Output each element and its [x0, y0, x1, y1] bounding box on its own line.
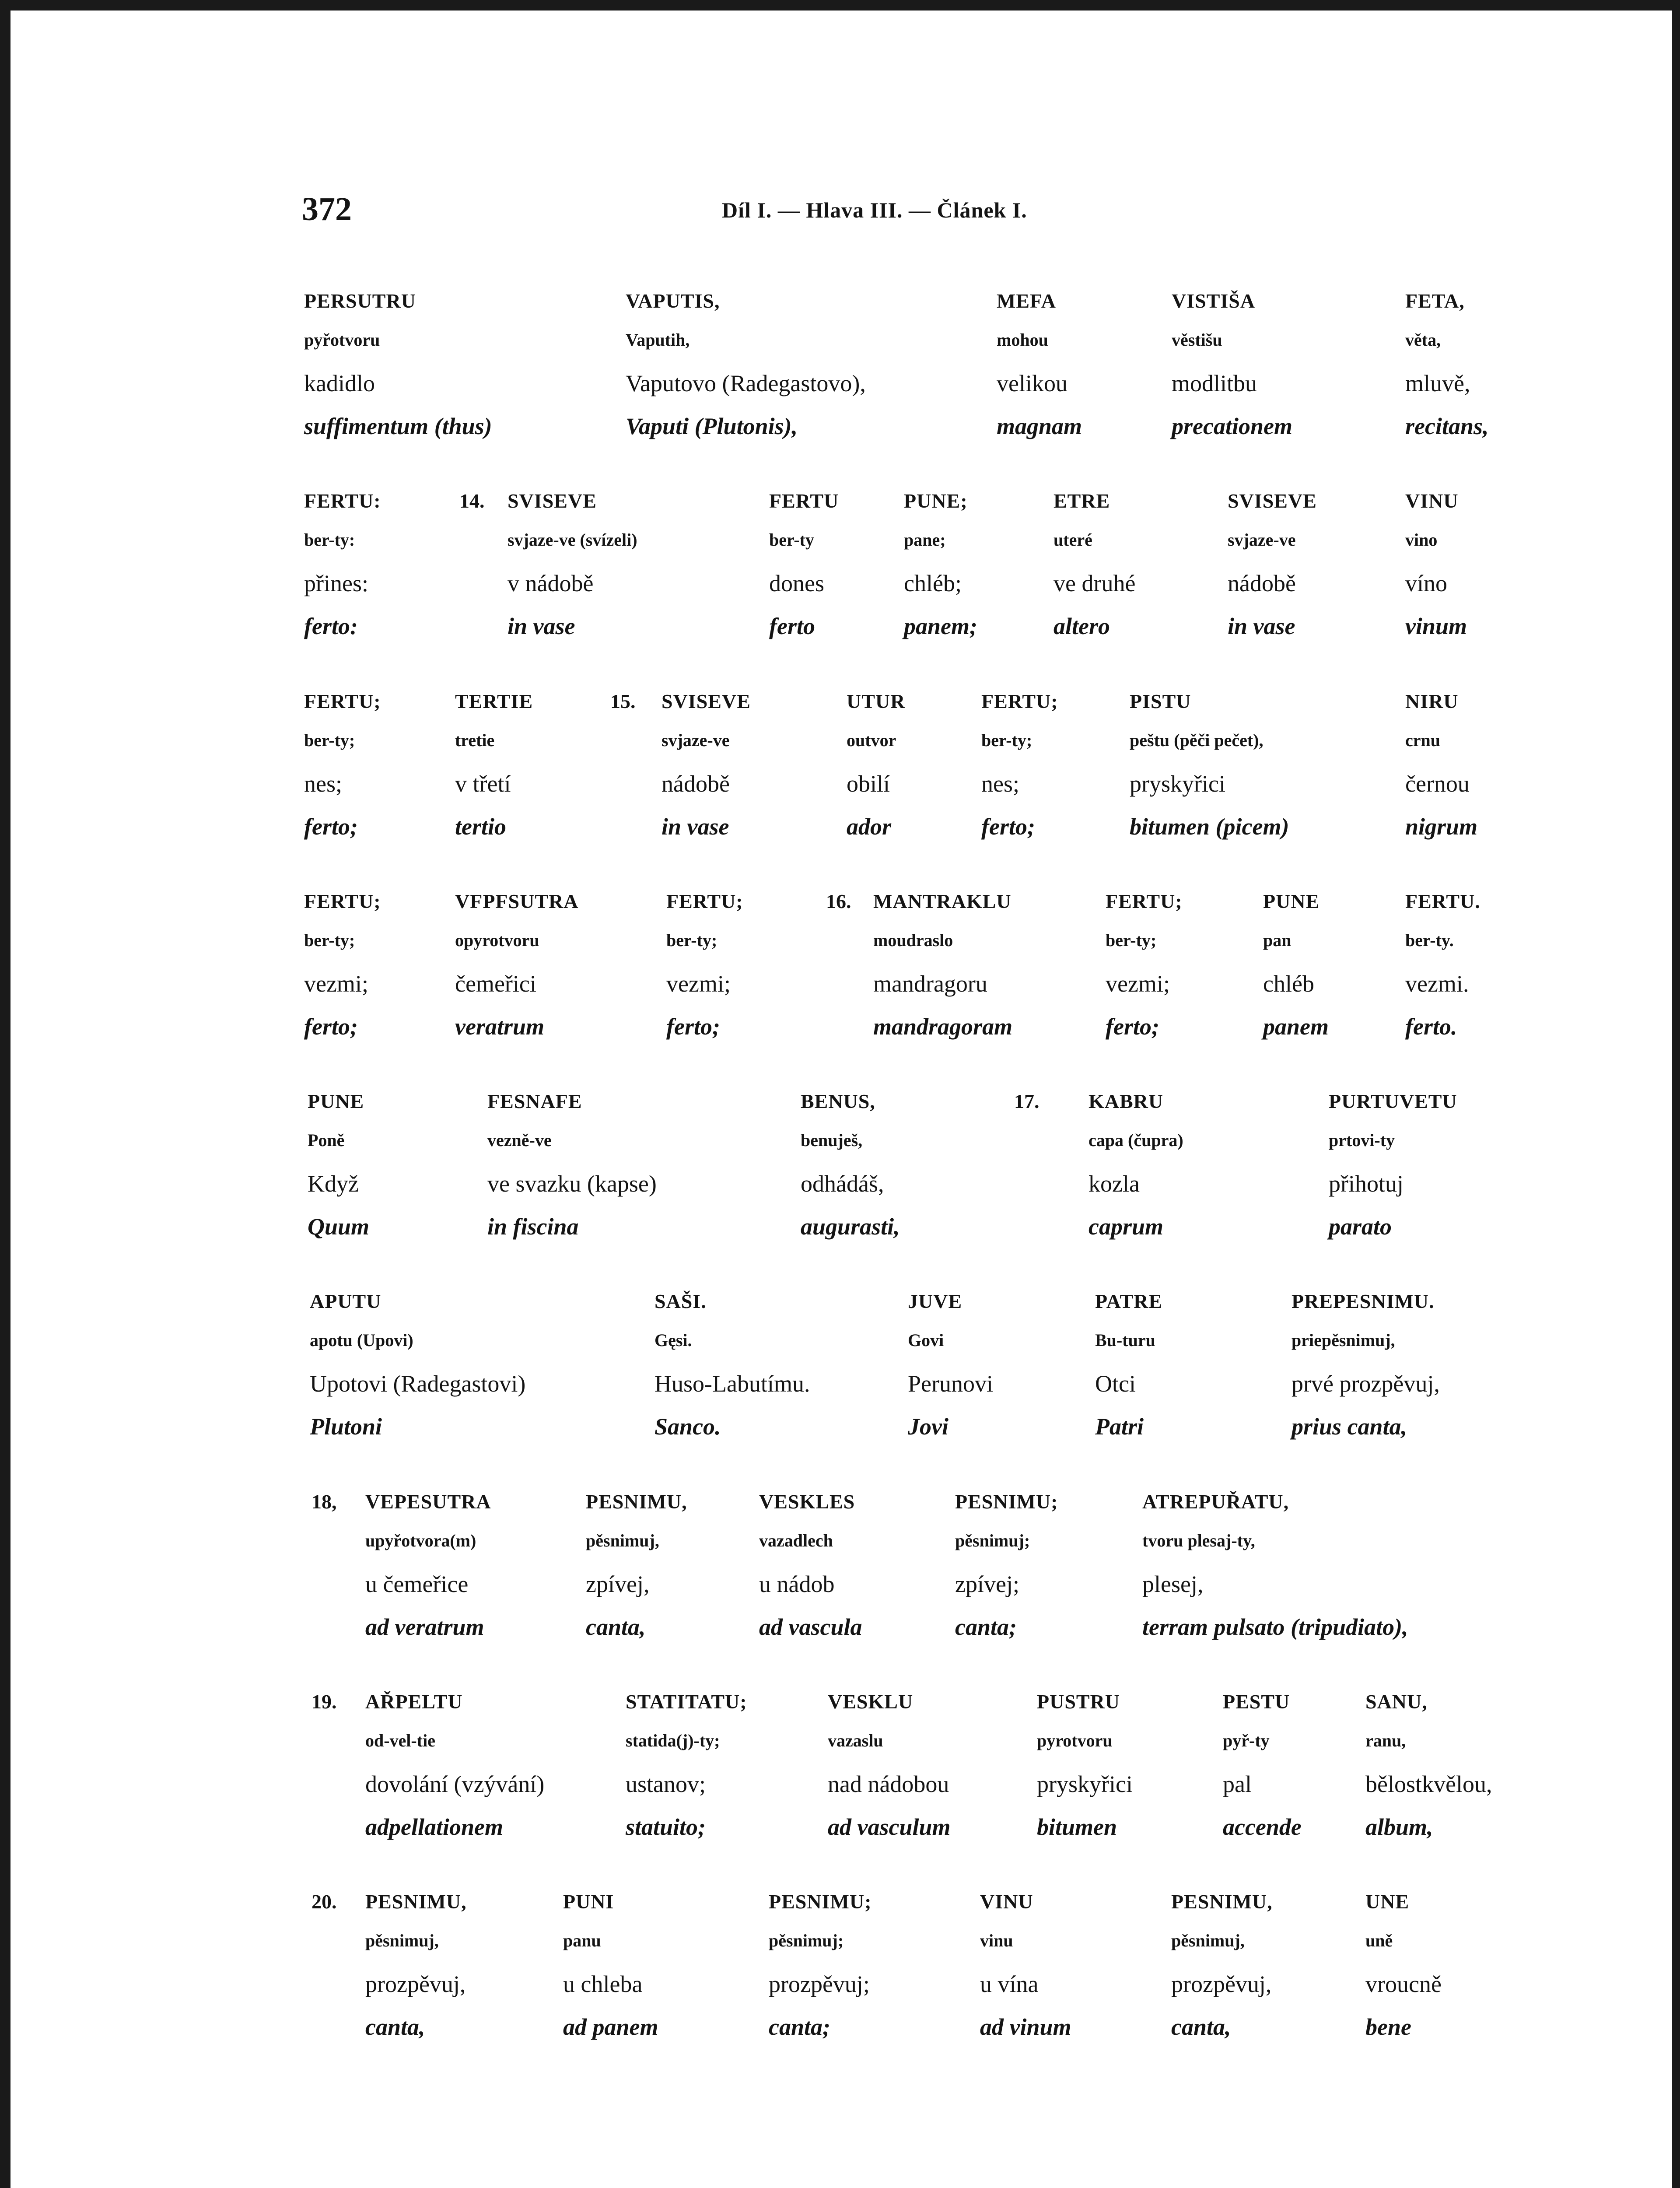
latin-gloss: ad veratrum — [365, 1614, 484, 1640]
latin-gloss: canta; — [955, 1614, 1017, 1640]
running-title: Díl I. — Hlava III. — Článek I. — [722, 198, 1027, 222]
umbrian-word: FERTU; — [666, 890, 743, 912]
umbrian-word: MEFA — [997, 290, 1057, 312]
umbrian-word: ETRE — [1054, 490, 1110, 512]
slavic-reading: ber-ty; — [1106, 930, 1157, 950]
czech-translation: černou — [1405, 771, 1470, 797]
slavic-reading: pěsnimuj; — [769, 1931, 844, 1950]
slavic-reading: ber-ty; — [666, 930, 718, 950]
scan-border-top — [0, 0, 1680, 11]
slavic-reading: ber-ty: — [304, 530, 355, 550]
latin-gloss: canta, — [365, 2014, 425, 2040]
czech-translation: odhádáš, — [801, 1171, 884, 1197]
slavic-reading: svjaze-ve (svízeli) — [508, 530, 637, 550]
umbrian-word: PESNIMU, — [586, 1490, 687, 1513]
latin-gloss: bitumen (picem) — [1130, 813, 1289, 840]
czech-translation: ve svazku (kapse) — [487, 1171, 657, 1197]
slavic-reading: crnu — [1405, 730, 1440, 750]
latin-gloss: canta, — [586, 1614, 646, 1640]
czech-translation: chléb; — [904, 570, 962, 596]
umbrian-word: APUTU — [310, 1290, 382, 1312]
latin-gloss: ad vinum — [980, 2014, 1071, 2040]
czech-translation: přines: — [304, 570, 368, 596]
slavic-reading: upyřotvora(m) — [365, 1531, 476, 1550]
slavic-reading: pan — [1263, 930, 1292, 950]
umbrian-word: FERTU — [769, 490, 839, 512]
latin-gloss: ferto; — [304, 813, 358, 840]
umbrian-word: SVISEVE — [1228, 490, 1317, 512]
page-number: 372 — [302, 191, 352, 228]
umbrian-word: PISTU — [1130, 690, 1191, 712]
umbrian-word: PERSUTRU — [304, 290, 416, 312]
slavic-reading: vino — [1405, 530, 1438, 550]
verse-number: 20. — [312, 1890, 337, 1913]
slavic-reading: ber-ty — [769, 530, 814, 550]
czech-translation: nádobě — [1228, 570, 1296, 596]
czech-translation: chléb — [1263, 971, 1314, 997]
slavic-reading: pyřotvoru — [304, 330, 380, 350]
czech-translation: vezmi; — [304, 971, 368, 997]
word-entry — [1405, 491, 1680, 638]
czech-translation: prozpěvuj; — [769, 1971, 870, 1997]
slavic-reading: tvoru plesaj-ty, — [1142, 1531, 1255, 1550]
slavic-reading: Govi — [908, 1330, 944, 1350]
latin-gloss: terram pulsato (tripudiato), — [1142, 1614, 1408, 1640]
word-entry — [1405, 891, 1680, 1038]
czech-translation: přihotuj — [1329, 1171, 1404, 1197]
umbrian-word: KABRU — [1088, 1090, 1164, 1112]
umbrian-word: PREPESNIMU. — [1292, 1290, 1435, 1312]
slavic-reading: svjaze-ve — [1228, 530, 1296, 550]
slavic-reading: pěsnimuj, — [586, 1531, 659, 1550]
latin-gloss: altero — [1054, 613, 1110, 639]
slavic-reading: Poně — [308, 1130, 345, 1150]
latin-gloss: canta; — [769, 2014, 830, 2040]
latin-gloss: panem; — [904, 613, 977, 639]
czech-translation: pryskyřici — [1130, 771, 1225, 797]
czech-translation: nes; — [304, 771, 342, 797]
slavic-reading: pěsnimuj; — [955, 1531, 1030, 1550]
latin-gloss: vinum — [1405, 613, 1467, 639]
latin-gloss: in vase — [662, 813, 729, 840]
latin-gloss: ferto; — [981, 813, 1035, 840]
czech-translation: obilí — [847, 771, 890, 797]
czech-translation: vezmi. — [1405, 971, 1469, 997]
czech-translation: vezmi; — [666, 971, 731, 997]
latin-gloss: ferto. — [1405, 1013, 1457, 1040]
umbrian-word: FERTU: — [304, 490, 381, 512]
czech-translation: čemeřici — [455, 971, 536, 997]
umbrian-word: PUNE; — [904, 490, 968, 512]
umbrian-word: PESNIMU, — [1171, 1890, 1273, 1913]
latin-gloss: parato — [1329, 1213, 1392, 1240]
slavic-reading: prtovi-ty — [1329, 1130, 1395, 1150]
word-entry — [1329, 1091, 1680, 1238]
latin-gloss: bene — [1365, 2014, 1411, 2040]
slavic-reading: uně — [1365, 1931, 1393, 1950]
slavic-reading: vezně-ve — [487, 1130, 552, 1150]
umbrian-word: VINU — [1405, 490, 1459, 512]
umbrian-word: NIRU — [1405, 690, 1459, 712]
word-entry — [1365, 1892, 1680, 2039]
slavic-reading: pane; — [904, 530, 946, 550]
slavic-reading: pěsnimuj, — [365, 1931, 439, 1950]
umbrian-word: AŘPELTU — [365, 1690, 463, 1713]
czech-translation: u čemeřice — [365, 1571, 469, 1597]
czech-translation: nad nádobou — [828, 1771, 949, 1797]
latin-gloss: augurasti, — [801, 1213, 900, 1240]
latin-gloss: caprum — [1088, 1213, 1164, 1240]
umbrian-word: SVISEVE — [662, 690, 751, 712]
czech-translation: vroucně — [1365, 1971, 1442, 1997]
umbrian-word: ATREPUŘATU, — [1142, 1490, 1289, 1513]
latin-gloss: ferto: — [304, 613, 358, 639]
umbrian-word: PESNIMU, — [365, 1890, 467, 1913]
slavic-reading: uteré — [1054, 530, 1092, 550]
czech-translation: Otci — [1095, 1371, 1136, 1397]
umbrian-word: VINU — [980, 1890, 1033, 1913]
umbrian-word: VAPUTIS, — [626, 290, 720, 312]
latin-gloss: nigrum — [1405, 813, 1478, 840]
slavic-reading: ber-ty; — [981, 730, 1032, 750]
slavic-reading: svjaze-ve — [662, 730, 730, 750]
latin-gloss: ad vascula — [759, 1614, 862, 1640]
umbrian-word: FESNAFE — [487, 1090, 582, 1112]
latin-gloss: canta, — [1171, 2014, 1231, 2040]
latin-gloss: Vaputi (Plutonis), — [626, 413, 798, 439]
slavic-reading: vazadlech — [759, 1531, 833, 1550]
verse-number: 16. — [826, 890, 851, 912]
czech-translation: prvé prozpěvuj, — [1292, 1371, 1440, 1397]
slavic-reading: Gęsi. — [654, 1330, 692, 1350]
word-entry — [1405, 691, 1680, 838]
umbrian-word: TERTIE — [455, 690, 533, 712]
latin-gloss: album, — [1365, 1814, 1433, 1840]
umbrian-word: SVISEVE — [508, 490, 597, 512]
latin-gloss: ferto; — [1106, 1013, 1159, 1040]
word-entry — [1405, 291, 1680, 438]
latin-gloss: ferto; — [666, 1013, 720, 1040]
latin-gloss: magnam — [997, 413, 1082, 439]
umbrian-word: PUNI — [563, 1890, 614, 1913]
slavic-reading: ranu, — [1365, 1731, 1406, 1750]
umbrian-word: PESNIMU; — [769, 1890, 872, 1913]
latin-gloss: suffimentum (thus) — [304, 413, 492, 439]
verse-number: 15. — [610, 690, 636, 712]
slavic-reading: věta, — [1405, 330, 1441, 350]
word-entry — [1365, 1692, 1680, 1839]
umbrian-word: VISTIŠA — [1172, 290, 1256, 312]
latin-gloss: veratrum — [455, 1013, 545, 1040]
czech-translation: dovolání (vzývání) — [365, 1771, 545, 1797]
slavic-reading: Bu-turu — [1095, 1330, 1155, 1350]
latin-gloss: Plutoni — [310, 1413, 382, 1440]
slavic-reading: pyrotvoru — [1037, 1731, 1113, 1750]
czech-translation: prozpěvuj, — [365, 1971, 466, 1997]
slavic-reading: benuješ, — [801, 1130, 863, 1150]
umbrian-word: SANU, — [1365, 1690, 1428, 1713]
slavic-reading: pyř-ty — [1223, 1731, 1270, 1750]
slavic-reading: moudraslo — [873, 930, 953, 950]
czech-translation: pal — [1223, 1771, 1252, 1797]
latin-gloss: ferto — [769, 613, 815, 639]
slavic-reading: Vaputih, — [626, 330, 690, 350]
latin-gloss: adpellationem — [365, 1814, 503, 1840]
latin-gloss: mandragoram — [873, 1013, 1013, 1040]
latin-gloss: in vase — [1228, 613, 1295, 639]
umbrian-word: PESTU — [1223, 1690, 1290, 1713]
word-entry — [1292, 1291, 1680, 1438]
umbrian-word: VFPFSUTRA — [455, 890, 579, 912]
slavic-reading: ber-ty. — [1405, 930, 1454, 950]
czech-translation: zpívej, — [586, 1571, 650, 1597]
czech-translation: ve druhé — [1054, 570, 1136, 596]
czech-translation: prozpěvuj, — [1171, 1971, 1272, 1997]
umbrian-word: UNE — [1365, 1890, 1410, 1913]
czech-translation: u chleba — [563, 1971, 643, 1997]
umbrian-word: UTUR — [847, 690, 906, 712]
slavic-reading: peštu (pěči pečet), — [1130, 730, 1264, 750]
czech-translation: v nádobě — [508, 570, 594, 596]
umbrian-word: FERTU; — [1106, 890, 1183, 912]
czech-translation: modlitbu — [1172, 370, 1257, 396]
latin-gloss: panem — [1263, 1013, 1329, 1040]
czech-translation: vezmi; — [1106, 971, 1170, 997]
umbrian-word: BENUS, — [801, 1090, 875, 1112]
latin-gloss: in fiscina — [487, 1213, 579, 1240]
czech-translation: Perunovi — [908, 1371, 993, 1397]
czech-translation: víno — [1405, 570, 1448, 596]
slavic-reading: mohou — [997, 330, 1048, 350]
slavic-reading: ber-ty; — [304, 930, 355, 950]
umbrian-word: STATITATU; — [626, 1690, 747, 1713]
umbrian-word: PURTUVETU — [1329, 1090, 1457, 1112]
word-entry — [626, 291, 1028, 438]
latin-gloss: tertio — [455, 813, 506, 840]
slavic-reading: vinu — [980, 1931, 1013, 1950]
latin-gloss: ador — [847, 813, 892, 840]
latin-gloss: ad vasculum — [828, 1814, 951, 1840]
umbrian-word: VESKLES — [759, 1490, 855, 1513]
czech-translation: v třetí — [455, 771, 511, 797]
latin-gloss: Patri — [1095, 1413, 1144, 1440]
slavic-reading: ber-ty; — [304, 730, 355, 750]
czech-translation: pryskyřici — [1037, 1771, 1133, 1797]
slavic-reading: outvor — [847, 730, 896, 750]
czech-translation: velikou — [997, 370, 1068, 396]
slavic-reading: od-vel-tie — [365, 1731, 435, 1750]
umbrian-word: FERTU. — [1405, 890, 1480, 912]
czech-translation: dones — [769, 570, 824, 596]
latin-gloss: Jovi — [908, 1413, 948, 1440]
czech-translation: u nádob — [759, 1571, 835, 1597]
umbrian-word: SAŠI. — [654, 1290, 707, 1312]
verse-number: 18, — [312, 1490, 337, 1513]
umbrian-word: FETA, — [1405, 290, 1465, 312]
umbrian-word: FERTU; — [981, 690, 1058, 712]
slavic-reading: vazaslu — [828, 1731, 883, 1750]
slavic-reading: tretie — [455, 730, 495, 750]
czech-translation: ustanov; — [626, 1771, 706, 1797]
latin-gloss: recitans, — [1405, 413, 1489, 439]
czech-translation: Vaputovo (Radegastovo), — [626, 370, 866, 396]
czech-translation: bělostkvělou, — [1365, 1771, 1492, 1797]
latin-gloss: statuito; — [626, 1814, 706, 1840]
verse-number: 14. — [459, 490, 485, 512]
czech-translation: mandragoru — [873, 971, 987, 997]
latin-gloss: prius canta, — [1292, 1413, 1407, 1440]
scan-border-left — [0, 0, 10, 2188]
umbrian-word: PUNE — [308, 1090, 364, 1112]
czech-translation: mluvě, — [1405, 370, 1470, 396]
czech-translation: zpívej; — [955, 1571, 1019, 1597]
latin-gloss: accende — [1223, 1814, 1302, 1840]
slavic-reading: apotu (Upovi) — [310, 1330, 413, 1350]
czech-translation: nádobě — [662, 771, 730, 797]
latin-gloss: precationem — [1172, 413, 1292, 439]
slavic-reading: panu — [563, 1931, 601, 1950]
umbrian-word: VEPESUTRA — [365, 1490, 491, 1513]
latin-gloss: bitumen — [1037, 1814, 1117, 1840]
umbrian-word: FERTU; — [304, 890, 381, 912]
slavic-reading: věstišu — [1172, 330, 1222, 350]
latin-gloss: ferto; — [304, 1013, 358, 1040]
umbrian-word: MANTRAKLU — [873, 890, 1012, 912]
slavic-reading: opyrotvoru — [455, 930, 539, 950]
umbrian-word: FERTU; — [304, 690, 381, 712]
latin-gloss: Quum — [308, 1213, 370, 1240]
umbrian-word: PESNIMU; — [955, 1490, 1058, 1513]
czech-translation: u vína — [980, 1971, 1039, 1997]
umbrian-word: VESKLU — [828, 1690, 914, 1713]
umbrian-word: PATRE — [1095, 1290, 1163, 1312]
czech-translation: plesej, — [1142, 1571, 1204, 1597]
czech-translation: Upotovi (Radegastovi) — [310, 1371, 526, 1397]
czech-translation: nes; — [981, 771, 1019, 797]
umbrian-word: JUVE — [908, 1290, 962, 1312]
word-entry — [1142, 1492, 1545, 1639]
czech-translation: kozla — [1088, 1171, 1140, 1197]
slavic-reading: priepěsnimuj, — [1292, 1330, 1395, 1350]
slavic-reading: capa (čupra) — [1088, 1130, 1183, 1150]
umbrian-word: PUSTRU — [1037, 1690, 1120, 1713]
umbrian-word: PUNE — [1263, 890, 1320, 912]
slavic-reading: pěsnimuj, — [1171, 1931, 1245, 1950]
czech-translation: Když — [308, 1171, 359, 1197]
latin-gloss: Sanco. — [654, 1413, 721, 1440]
latin-gloss: ad panem — [563, 2014, 658, 2040]
slavic-reading: statida(j)-ty; — [626, 1731, 720, 1750]
czech-translation: kadidlo — [304, 370, 375, 396]
latin-gloss: in vase — [508, 613, 575, 639]
czech-translation: Huso-Labutímu. — [654, 1371, 810, 1397]
word-entry — [310, 1291, 712, 1438]
verse-number: 19. — [312, 1690, 337, 1713]
verse-number: 17. — [1014, 1090, 1040, 1112]
